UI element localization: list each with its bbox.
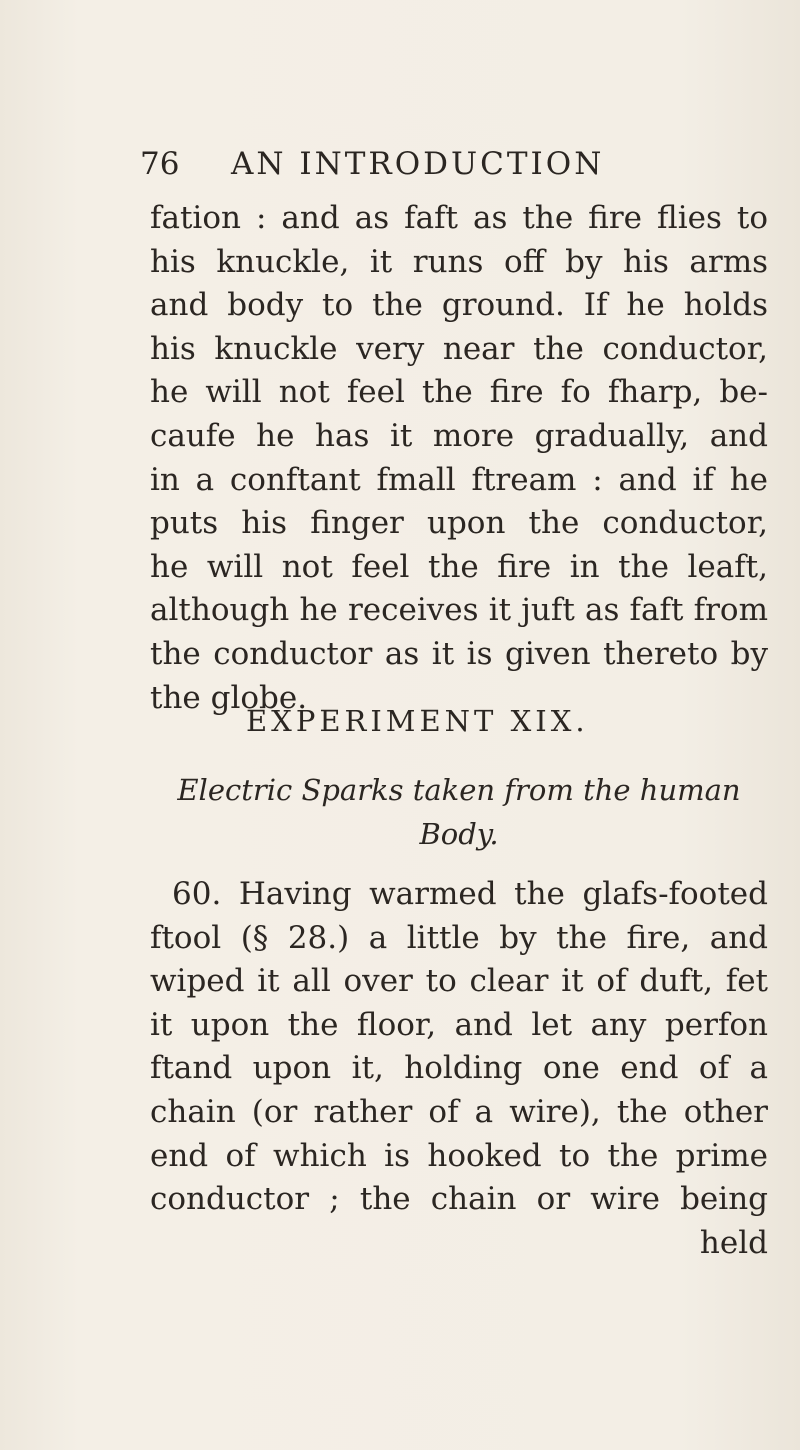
text-line: conductor ; the chain or wire being bbox=[150, 1181, 768, 1218]
text-line: in a conftant fmall ftream : and if he bbox=[150, 461, 768, 498]
text-line: end of which is hooked to the prime bbox=[150, 1137, 768, 1174]
text-line: ftand upon it, holding one end of a bbox=[150, 1050, 768, 1087]
text-line: and body to the ground. If he holds bbox=[150, 287, 768, 324]
text-line: the conductor as it is given thereto by bbox=[150, 636, 768, 672]
text-line: his knuckle, it runs off by his arms bbox=[150, 243, 768, 280]
text-line: wiped it all over to clear it of duft, fet bbox=[150, 963, 768, 1000]
text-line: caufe he has it more gradually, and bbox=[150, 418, 768, 454]
text-line: chain (or rather of a wire), the other bbox=[150, 1094, 768, 1130]
text-line: his knuckle very near the conductor, bbox=[150, 330, 768, 367]
page-header bbox=[140, 138, 760, 194]
catchword: held bbox=[699, 1224, 768, 1261]
text-line: although he receives it juft as faft from bbox=[150, 592, 768, 629]
text-line: the globe. bbox=[150, 679, 308, 716]
text-line: he will not feel the fire in the leaft, bbox=[150, 548, 768, 585]
text-line: 60. Having warmed the glafs-footed bbox=[172, 876, 768, 912]
experiment-subtitle-line-1: Electric Sparks taken from the human bbox=[177, 773, 741, 807]
text-line: he will not feel the fire fo fharp, be- bbox=[150, 374, 768, 411]
text-line: puts his finger upon the conductor, bbox=[150, 505, 768, 542]
page-number: 76 bbox=[140, 146, 180, 182]
text-line: fation : and as faft as the fire flies to bbox=[150, 200, 768, 236]
experiment-heading: EXPERIMENT XIX. bbox=[246, 704, 589, 738]
running-head: AN INTRODUCTION bbox=[231, 146, 605, 182]
experiment-subtitle-line-2: Body. bbox=[419, 817, 499, 851]
text-line: it upon the floor, and let any perfon bbox=[150, 1006, 768, 1043]
text-line: ftool (§ 28.) a little by the fire, and bbox=[150, 919, 768, 956]
